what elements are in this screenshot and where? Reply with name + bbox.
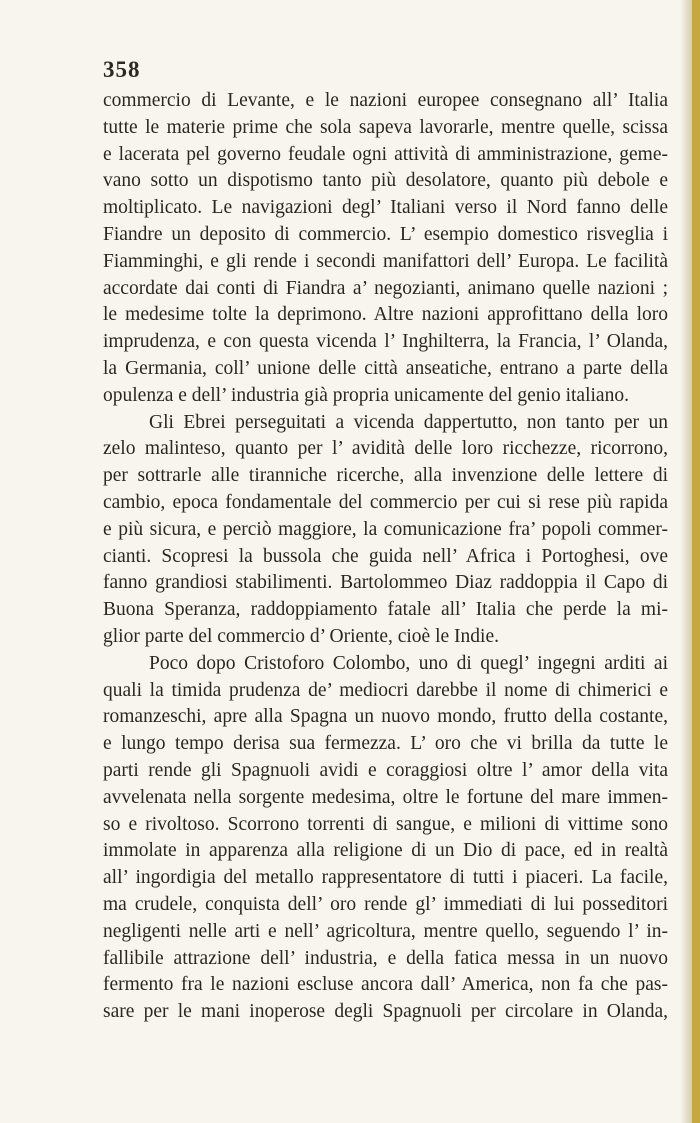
text-line: le medesime tolte la deprimono. Altre nazioni approfittano della loro bbox=[103, 304, 668, 326]
text-line: parti rende gli Spagnuoli avidi e coraggiosi oltre l’ amor della vita bbox=[103, 759, 668, 781]
body-text bbox=[103, 88, 668, 1026]
text-line: sare per le mani inoperose degli Spagnuoli per circolare in Olanda, bbox=[103, 1001, 668, 1023]
text-line: Fiamminghi, e gli rende i secondi manifattori dell’ Europa. Le facilità bbox=[103, 250, 668, 272]
text-line: quali la timida prudenza de’ mediocri darebbe il nome di chimerici e bbox=[103, 679, 668, 701]
text-line: imprudenza, e con questa vicenda l’ Inghilterra, la Francia, l’ Olanda, bbox=[103, 331, 668, 353]
text-line: la Germania, coll’ unione delle città anseatiche, entrano a parte della bbox=[103, 357, 668, 379]
text-line: fermento fra le nazioni escluse ancora dall’ America, non fa che pas- bbox=[103, 974, 668, 996]
text-line: cambio, epoca fondamentale del commercio per cui si rese più rapida bbox=[103, 491, 668, 513]
text-line: fallibile attrazione dell’ industria, e della fatica messa in un nuovo bbox=[103, 947, 668, 969]
text-line: e più sicura, e perciò maggiore, la comunicazione fra’ popoli commer- bbox=[103, 518, 668, 540]
text-line: so e rivoltoso. Scorrono torrenti di sangue, e milioni di vittime sono bbox=[103, 813, 668, 835]
text-line: e lungo tempo derisa sua fermezza. L’ oro che vi brilla da tutte le bbox=[103, 733, 668, 755]
paragraph-3 bbox=[103, 651, 668, 1026]
page-number: 358 bbox=[103, 57, 141, 82]
text-line: tutte le materie prime che sola sapeva lavorarle, mentre quelle, scissa bbox=[103, 116, 668, 138]
text-line: romanzeschi, apre alla Spagna un nuovo mondo, frutto della costante, bbox=[103, 706, 668, 728]
paragraph-2 bbox=[103, 410, 668, 651]
text-line: moltiplicato. Le navigazioni degl’ Italiani verso il Nord fanno delle bbox=[103, 197, 668, 219]
text-line: e lacerata pel governo feudale ogni attività di amministrazione, geme- bbox=[103, 143, 668, 165]
text-line: commercio di Levante, e le nazioni europee consegnano all’ Italia bbox=[103, 90, 668, 111]
text-line: opulenza e dell’ industria già propria unicamente del genio italiano. bbox=[103, 384, 629, 406]
text-line: fanno grandiosi stabilimenti. Bartolommeo Diaz raddoppia il Capo di bbox=[103, 572, 668, 594]
text-line: immolate in apparenza alla religione di un Dio di pace, ed in realtà bbox=[103, 840, 668, 862]
text-line: accordate dai conti di Fiandra a’ negozianti, animano quelle nazioni ; bbox=[103, 277, 668, 299]
text-line: per sottrarle alle tiranniche ricerche, alla invenzione delle lettere di bbox=[103, 465, 668, 487]
text-line: all’ ingordigia del metallo rappresentatore di tutti i piaceri. La facile, bbox=[103, 867, 668, 889]
text-line: vano sotto un dispotismo tanto più desolatore, quanto più debole e bbox=[103, 170, 668, 192]
text-line: Buona Speranza, raddoppiamento fatale all’ Italia che perde la mi- bbox=[103, 599, 668, 621]
paragraph-1 bbox=[103, 88, 668, 410]
text-line: Fiandre un deposito di commercio. L’ esempio domestico risveglia i bbox=[103, 223, 668, 245]
text-line: negligenti nelle arti e nell’ agricoltura, mentre quello, seguendo l’ in- bbox=[103, 920, 668, 942]
text-line: cianti. Scopresi la bussola che guida nell’ Africa i Portoghesi, ove bbox=[103, 545, 668, 567]
text-line: avvelenata nella sorgente medesima, oltre le fortune del mare immen- bbox=[103, 786, 668, 808]
page-edge bbox=[692, 0, 700, 1123]
text-line: Gli Ebrei perseguitati a vicenda dappertutto, non tanto per un bbox=[149, 411, 668, 433]
text-line: ma crudele, conquista dell’ oro rende gl’ immediati di lui posseditori bbox=[103, 893, 668, 915]
text-line: Poco dopo Cristoforo Colombo, uno di quegl’ ingegni arditi ai bbox=[149, 652, 668, 674]
text-line: zelo malinteso, quanto per l’ avidità delle loro ricchezze, ricorrono, bbox=[103, 438, 668, 460]
text-line: glior parte del commercio d’ Oriente, cioè le Indie. bbox=[103, 625, 499, 647]
